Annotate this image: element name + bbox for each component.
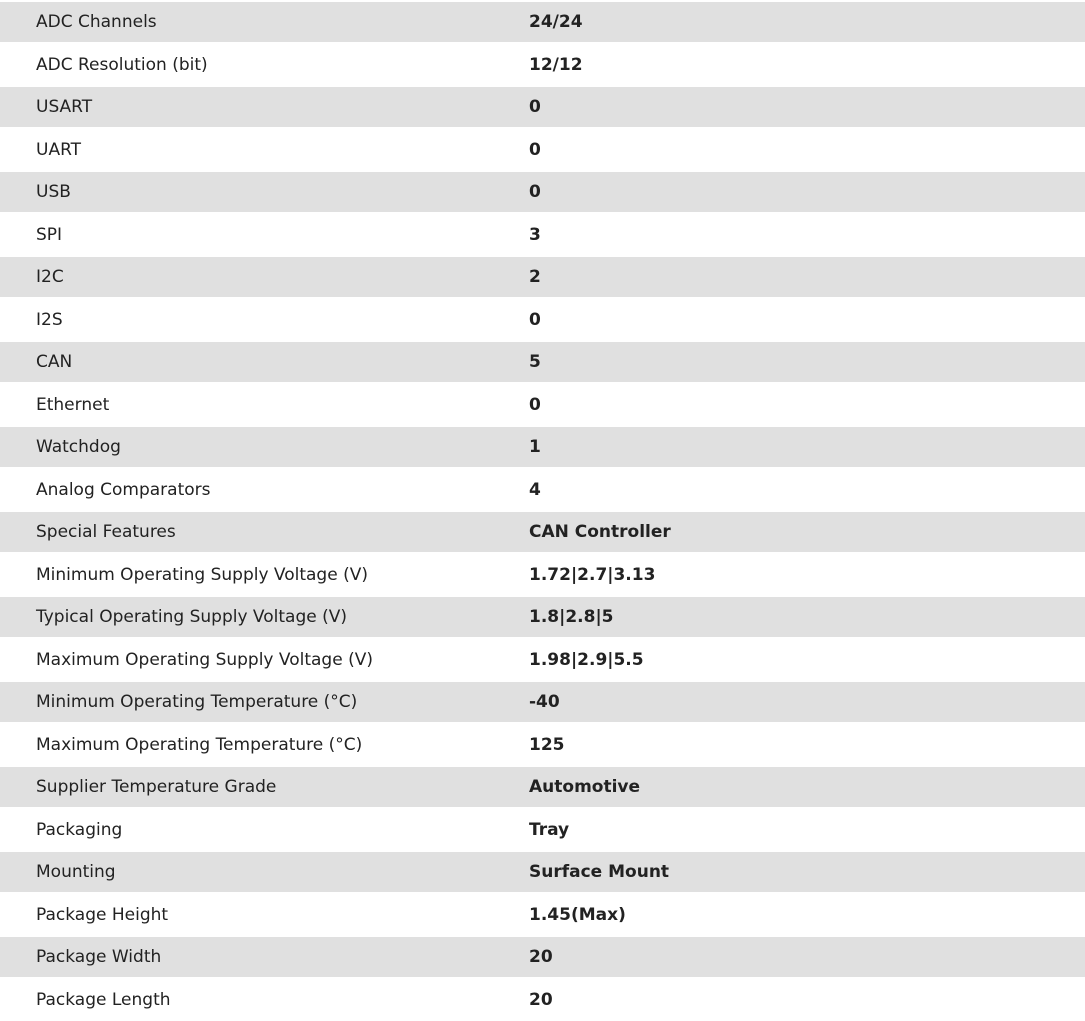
- spec-value: 2: [528, 267, 1085, 287]
- spec-row-usb: [0, 172, 1085, 212]
- spec-value: 0: [528, 395, 1085, 415]
- spec-label: USB: [0, 182, 528, 202]
- spec-value: 12/12: [528, 55, 1085, 75]
- spec-row-packaging: [0, 809, 1085, 852]
- spec-label: Package Length: [0, 990, 528, 1010]
- spec-row-package-length: [0, 979, 1085, 1021]
- spec-value: 4: [528, 480, 1085, 500]
- spec-row-watchdog: [0, 427, 1085, 467]
- spec-label: Ethernet: [0, 395, 528, 415]
- spec-row-i2s: [0, 299, 1085, 342]
- spec-value: CAN Controller: [528, 522, 1085, 542]
- spec-value: 3: [528, 225, 1085, 245]
- spec-value: Surface Mount: [528, 862, 1085, 882]
- spec-value: 125: [528, 735, 1085, 755]
- spec-row-usart: [0, 87, 1085, 127]
- spec-label: Maximum Operating Temperature (°C): [0, 735, 528, 755]
- spec-value: 24/24: [528, 12, 1085, 32]
- spec-row-max-supply-voltage: [0, 639, 1085, 682]
- spec-row-max-temperature: [0, 724, 1085, 767]
- spec-row-temperature-grade: [0, 767, 1085, 807]
- spec-value: Automotive: [528, 777, 1085, 797]
- spec-label: Watchdog: [0, 437, 528, 457]
- spec-row-adc-resolution: [0, 44, 1085, 87]
- spec-label: USART: [0, 97, 528, 117]
- spec-label: Mounting: [0, 862, 528, 882]
- spec-label: Minimum Operating Supply Voltage (V): [0, 565, 528, 585]
- spec-label: I2C: [0, 267, 528, 287]
- spec-row-i2c: [0, 257, 1085, 297]
- spec-row-mounting: [0, 852, 1085, 892]
- spec-row-min-temperature: [0, 682, 1085, 722]
- spec-label: Package Width: [0, 947, 528, 967]
- spec-value: 1.98|2.9|5.5: [528, 650, 1085, 670]
- spec-value: 1.72|2.7|3.13: [528, 565, 1085, 585]
- spec-value: 0: [528, 97, 1085, 117]
- spec-label: Typical Operating Supply Voltage (V): [0, 607, 528, 627]
- spec-value: 1.8|2.8|5: [528, 607, 1085, 627]
- spec-value: 20: [528, 947, 1085, 967]
- spec-row-special-features: [0, 512, 1085, 552]
- spec-label: Minimum Operating Temperature (°C): [0, 692, 528, 712]
- spec-row-package-height: [0, 894, 1085, 937]
- spec-label: ADC Channels: [0, 12, 528, 32]
- spec-row-typ-supply-voltage: [0, 597, 1085, 637]
- spec-row-analog-comparators: [0, 469, 1085, 512]
- spec-row-adc-channels: [0, 2, 1085, 42]
- spec-label: Supplier Temperature Grade: [0, 777, 528, 797]
- spec-value: 0: [528, 140, 1085, 160]
- spec-label: SPI: [0, 225, 528, 245]
- spec-label: ADC Resolution (bit): [0, 55, 528, 75]
- spec-value: 20: [528, 990, 1085, 1010]
- spec-value: 0: [528, 310, 1085, 330]
- spec-value: 0: [528, 182, 1085, 202]
- spec-label: CAN: [0, 352, 528, 372]
- spec-label: Maximum Operating Supply Voltage (V): [0, 650, 528, 670]
- spec-row-can: [0, 342, 1085, 382]
- spec-row-uart: [0, 129, 1085, 172]
- spec-row-ethernet: [0, 384, 1085, 427]
- spec-label: Analog Comparators: [0, 480, 528, 500]
- spec-row-spi: [0, 214, 1085, 257]
- spec-label: UART: [0, 140, 528, 160]
- spec-value: 1: [528, 437, 1085, 457]
- spec-row-package-width: [0, 937, 1085, 977]
- spec-label: Packaging: [0, 820, 528, 840]
- spec-value: -40: [528, 692, 1085, 712]
- spec-label: I2S: [0, 310, 528, 330]
- spec-label: Package Height: [0, 905, 528, 925]
- spec-label: Special Features: [0, 522, 528, 542]
- spec-value: 1.45(Max): [528, 905, 1085, 925]
- spec-value: Tray: [528, 820, 1085, 840]
- spec-value: 5: [528, 352, 1085, 372]
- spec-row-min-supply-voltage: [0, 554, 1085, 597]
